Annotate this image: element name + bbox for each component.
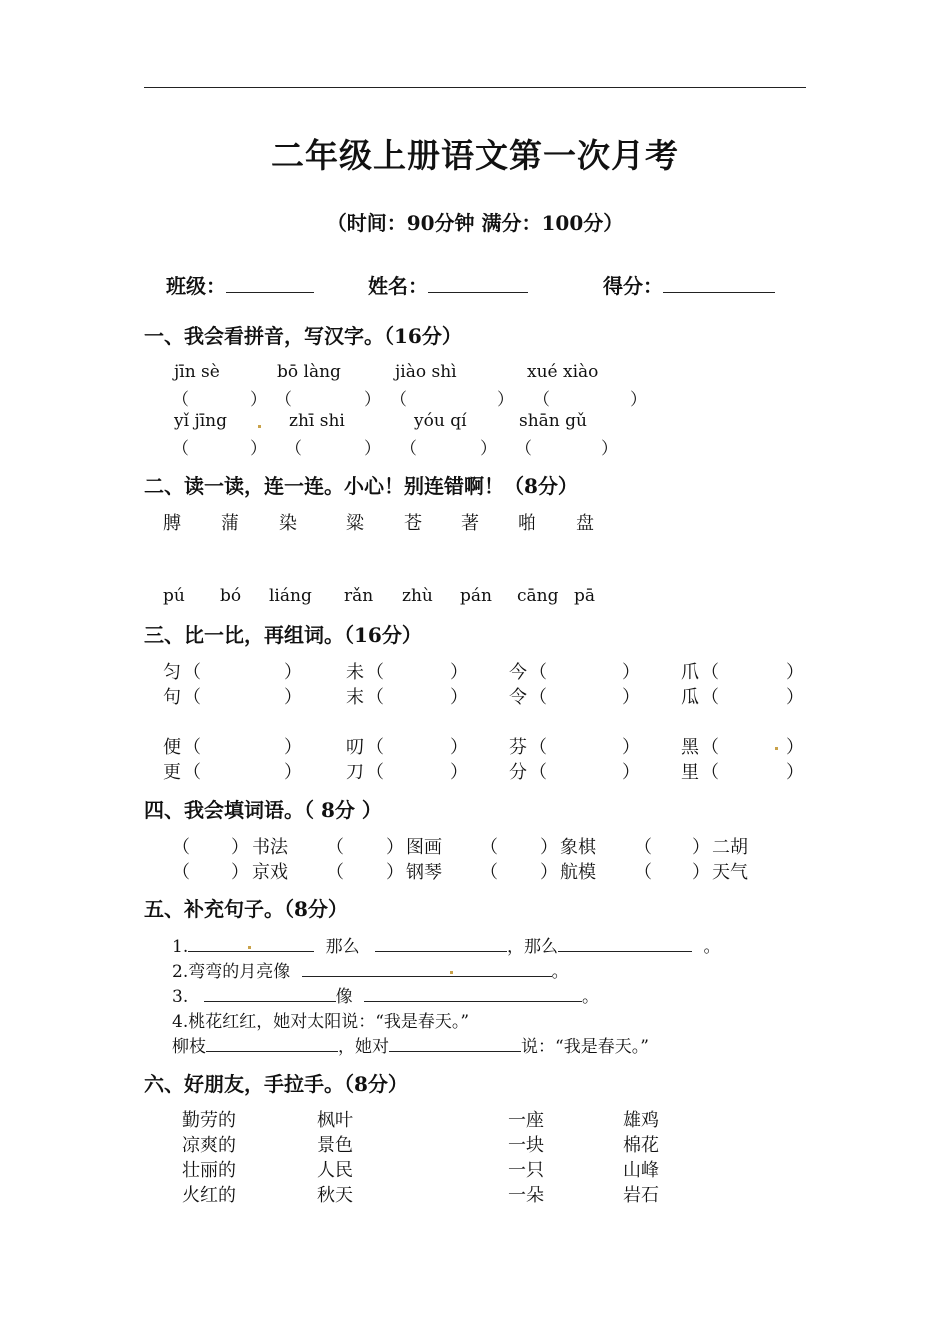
paren-open: （ [634, 862, 652, 883]
paren-close: ） [622, 762, 640, 783]
paren-open: （ [326, 862, 344, 883]
paren-open: （ [701, 762, 719, 783]
paren-open: （ [366, 762, 384, 783]
fill-word: 书法 [252, 837, 288, 858]
paren-close: ） [450, 762, 468, 783]
pinyin-item: zhù [402, 586, 433, 606]
fill-word: 航模 [560, 862, 596, 883]
section-5-heading: 五、补充句子。（8分） [144, 897, 348, 921]
paren-close: ） [364, 439, 381, 459]
paren-close: ） [622, 737, 640, 758]
blank-line[interactable] [558, 935, 692, 952]
paren-open: （ [529, 737, 547, 758]
blank-line[interactable] [204, 985, 336, 1002]
paren-open: （ [172, 837, 190, 858]
pinyin-1-2: bō làng [277, 362, 341, 382]
match-word: 秋天 [317, 1185, 353, 1206]
compare-char: 今 [509, 662, 527, 683]
compare-char: 更 [163, 762, 181, 783]
compare-char: 瓜 [681, 687, 699, 708]
section-2-heading: 二、读一读，连一连。小心！别连错啊！（8分） [144, 474, 578, 498]
match-word: 一块 [508, 1135, 544, 1156]
paren-close: ） [231, 862, 249, 883]
sentence-num: 3. [172, 987, 189, 1007]
sentence-text: ，那么 [507, 937, 559, 957]
match-word: 壮丽的 [182, 1160, 236, 1181]
section-3-heading: 三、比一比，再组词。（16分） [144, 623, 422, 647]
blank-line[interactable] [364, 985, 582, 1002]
sentence-5 [172, 1032, 649, 1057]
pinyin-item: bó [220, 586, 242, 606]
paren-open: （ [480, 837, 498, 858]
paren-close: ） [692, 862, 710, 883]
paren-open: （ [390, 390, 407, 410]
char-item: 粱 [346, 513, 364, 534]
fill-word: 二胡 [712, 837, 748, 858]
paren-open: （ [183, 662, 201, 683]
class-label: 班级： [166, 274, 226, 298]
blank-line[interactable] [375, 935, 507, 952]
pinyin-item: liáng [269, 586, 312, 606]
compare-char: 里 [681, 762, 699, 783]
paren-open: （ [529, 687, 547, 708]
pinyin-2-1: yǐ jīng [174, 411, 227, 431]
name-field [368, 270, 528, 299]
sentence-text: 2.弯弯的月亮像 [172, 962, 291, 982]
paren-close: ） [497, 390, 514, 410]
paren-close: ） [450, 662, 468, 683]
char-item: 盘 [576, 513, 594, 534]
paren-close: ） [786, 662, 804, 683]
fill-word: 图画 [406, 837, 442, 858]
sentence-text: 。 [703, 937, 721, 957]
paren-close: ） [364, 390, 381, 410]
pinyin-1-1: jīn sè [174, 362, 220, 382]
paren-close: ） [386, 837, 404, 858]
pinyin-2-3: yóu qí [414, 411, 467, 431]
paren-close: ） [540, 837, 558, 858]
paren-open: （ [275, 390, 292, 410]
paren-close: ） [250, 390, 267, 410]
compare-char: 黑 [681, 737, 699, 758]
paren-open: （ [183, 687, 201, 708]
score-blank[interactable] [663, 274, 775, 293]
paren-open: （ [183, 762, 201, 783]
paren-open: （ [701, 687, 719, 708]
char-item: 膊 [163, 513, 181, 534]
compare-char: 爪 [681, 662, 699, 683]
match-word: 枫叶 [317, 1110, 353, 1131]
blank-line[interactable] [188, 935, 314, 952]
fill-word: 象棋 [560, 837, 596, 858]
score-field [603, 270, 775, 299]
match-word: 勤劳的 [182, 1110, 236, 1131]
pinyin-1-4: xué xiào [527, 362, 599, 382]
pinyin-item: pán [460, 586, 492, 606]
paren-open: （ [480, 862, 498, 883]
match-word: 山峰 [623, 1160, 659, 1181]
paren-close: ） [622, 687, 640, 708]
char-item: 著 [461, 513, 479, 534]
char-item: 蒲 [221, 513, 239, 534]
fill-word: 京戏 [252, 862, 288, 883]
compare-char: 叨 [346, 737, 364, 758]
paren-open: （ [183, 737, 201, 758]
stray-dot [248, 946, 251, 949]
sentence-1 [172, 932, 720, 957]
paren-open: （ [515, 439, 532, 459]
paren-open: （ [172, 390, 189, 410]
compare-char: 令 [509, 687, 527, 708]
char-item: 啪 [518, 513, 536, 534]
paren-close: ） [386, 862, 404, 883]
page-title: 二年级上册语文第一次月考 [271, 136, 679, 175]
paren-open: （ [366, 737, 384, 758]
name-label: 姓名： [368, 274, 428, 298]
compare-char: 句 [163, 687, 181, 708]
sentence-text: 那么 [325, 937, 360, 957]
blank-line[interactable] [206, 1035, 338, 1052]
paren-open: （ [533, 390, 550, 410]
paren-close: ） [630, 390, 647, 410]
pinyin-1-3: jiào shì [395, 362, 457, 382]
match-word: 人民 [317, 1160, 353, 1181]
section-1-heading: 一、我会看拼音，写汉字。（16分） [144, 324, 462, 348]
paren-close: ） [284, 737, 302, 758]
match-word: 一朵 [508, 1185, 544, 1206]
sentence-text: 。 [582, 987, 600, 1007]
compare-char: 芬 [509, 737, 527, 758]
name-blank[interactable] [428, 274, 528, 293]
paren-open: （ [285, 439, 302, 459]
paren-close: ） [692, 837, 710, 858]
paren-open: （ [634, 837, 652, 858]
paren-open: （ [366, 687, 384, 708]
pinyin-item: rǎn [344, 586, 374, 606]
compare-char: 便 [163, 737, 181, 758]
sentence-num: 1. [172, 937, 189, 957]
paren-open: （ [529, 762, 547, 783]
sentence-text: 。 [551, 962, 569, 982]
pinyin-2-2: zhī shi [289, 411, 345, 431]
paren-close: ） [480, 439, 497, 459]
sentence-text: 说：“我是春天。” [521, 1037, 649, 1057]
blank-line[interactable] [302, 960, 552, 977]
sentence-4: 4.桃花红红，她对太阳说：“我是春天。” [172, 1012, 470, 1032]
pinyin-2-4: shān gǔ [519, 411, 587, 431]
pinyin-item: pú [163, 586, 185, 606]
paren-close: ） [601, 439, 618, 459]
pinyin-item: pā [574, 586, 596, 606]
class-field [166, 270, 314, 299]
paren-close: ） [284, 662, 302, 683]
char-item: 染 [279, 513, 297, 534]
match-word: 岩石 [623, 1185, 659, 1206]
paren-open: （ [172, 439, 189, 459]
paren-close: ） [231, 837, 249, 858]
paren-open: （ [326, 837, 344, 858]
paren-open: （ [529, 662, 547, 683]
compare-char: 末 [346, 687, 364, 708]
paren-close: ） [786, 737, 804, 758]
match-word: 凉爽的 [182, 1135, 236, 1156]
stray-dot [775, 747, 778, 750]
blank-line[interactable] [389, 1035, 521, 1052]
sentence-text: 柳枝 [172, 1037, 206, 1057]
paren-close: ） [786, 762, 804, 783]
paren-open: （ [701, 662, 719, 683]
compare-char: 分 [509, 762, 527, 783]
compare-char: 刀 [346, 762, 364, 783]
section-6-heading: 六、好朋友，手拉手。（8分） [144, 1072, 408, 1096]
paren-close: ） [250, 439, 267, 459]
top-rule [144, 87, 806, 88]
sentence-2 [172, 957, 569, 982]
match-word: 棉花 [623, 1135, 659, 1156]
pinyin-item: cāng [517, 586, 559, 606]
compare-char: 未 [346, 662, 364, 683]
paren-close: ） [622, 662, 640, 683]
stray-dot [258, 425, 261, 428]
fill-word: 天气 [712, 862, 748, 883]
match-word: 火红的 [182, 1185, 236, 1206]
paren-close: ） [450, 687, 468, 708]
paren-open: （ [366, 662, 384, 683]
paren-open: （ [172, 862, 190, 883]
paren-open: （ [701, 737, 719, 758]
paren-close: ） [786, 687, 804, 708]
sentence-text: ，她对 [338, 1037, 389, 1057]
match-word: 一只 [508, 1160, 544, 1181]
paren-close: ） [540, 862, 558, 883]
sentence-3 [172, 982, 599, 1007]
sentence-text: 像 [335, 987, 353, 1007]
class-blank[interactable] [226, 274, 314, 293]
paren-close: ） [284, 762, 302, 783]
paren-close: ） [284, 687, 302, 708]
char-item: 苍 [404, 513, 422, 534]
fill-word: 钢琴 [406, 862, 442, 883]
compare-char: 匀 [163, 662, 181, 683]
match-word: 雄鸡 [623, 1110, 659, 1131]
section-4-heading: 四、我会填词语。（ 8分 ） [144, 798, 382, 822]
paren-open: （ [400, 439, 417, 459]
stray-dot [450, 971, 453, 974]
score-label: 得分： [603, 274, 663, 298]
exam-subtitle: （时间：90分钟 满分：100分） [326, 211, 624, 235]
paren-close: ） [450, 737, 468, 758]
match-word: 一座 [508, 1110, 544, 1131]
match-word: 景色 [317, 1135, 353, 1156]
